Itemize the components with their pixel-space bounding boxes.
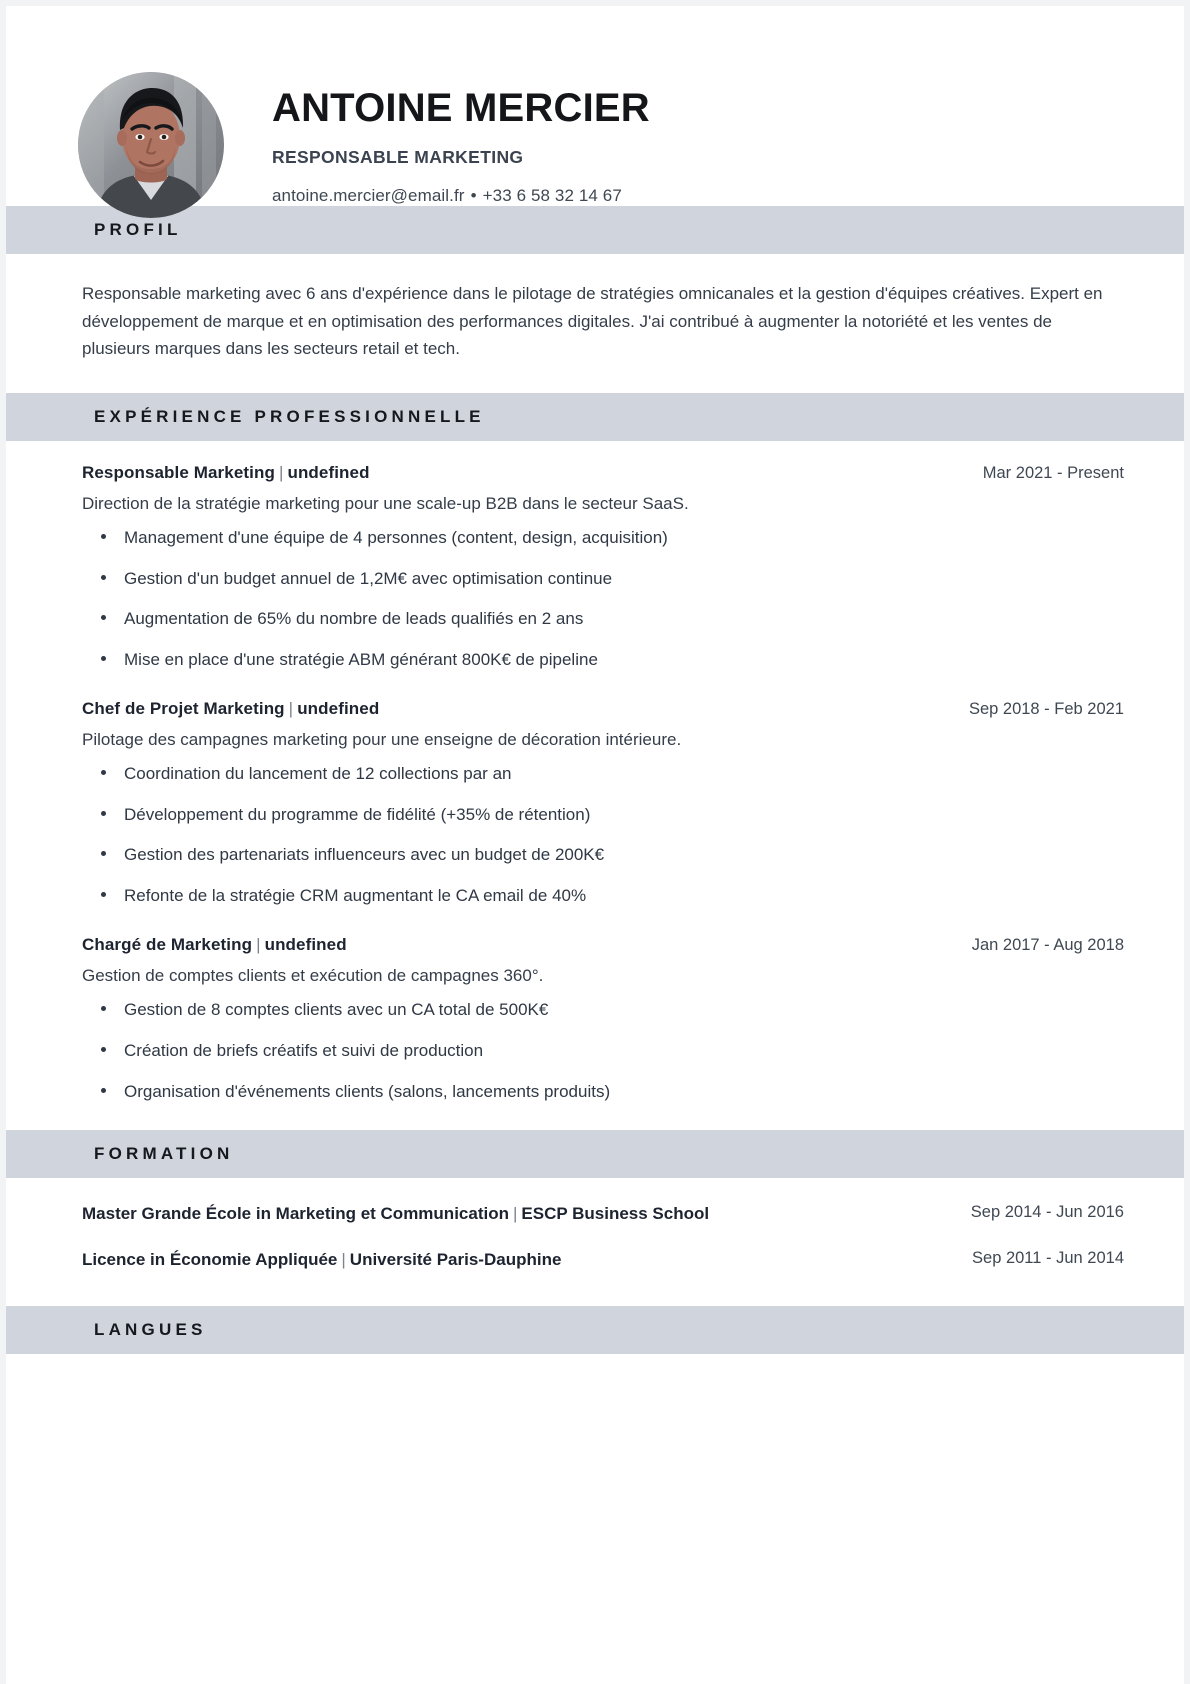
candidate-name: ANTOINE MERCIER — [272, 86, 650, 131]
avatar-photo-icon — [78, 72, 224, 218]
bullet-item — [82, 648, 1124, 673]
experience-title — [82, 463, 983, 483]
experience-description: Gestion de comptes clients et exécution de campagnes 360°. — [82, 965, 544, 985]
bullet-dot-icon — [101, 534, 106, 539]
contact-phone[interactable]: +33 6 58 32 14 67 — [482, 185, 622, 205]
bullet-item — [82, 843, 1124, 868]
bullet-dot-icon — [101, 575, 106, 580]
bullet-dot-icon — [101, 656, 106, 661]
bullet-item — [82, 1080, 1124, 1105]
bullet-item — [82, 1039, 1124, 1064]
experience-entry-head — [82, 699, 1124, 719]
education-title — [82, 1202, 729, 1226]
experience-job-title: Chef de Projet Marketing — [82, 698, 285, 718]
experience-section — [6, 441, 1184, 1131]
title-separator: | — [256, 934, 261, 954]
bullet-dot-icon — [101, 811, 106, 816]
profile-summary-text: Responsable marketing avec 6 ans d'expérience dans le pilotage de stratégies omnicanales et la gestion d'équipes créatives. Expert en développement de marque et en optimisation des performances digitales. J'ai contribué à augmenter la notoriété et les ventes de plusieurs marques dans les secteurs retail et tech. — [82, 284, 1103, 359]
section-header-formation — [6, 1130, 1184, 1178]
education-degree: Master Grande École in Marketing et Communication — [82, 1204, 509, 1224]
avatar — [78, 72, 224, 218]
bullet-text: Création de briefs créatifs et suivi de production — [124, 1040, 484, 1060]
candidate-role: RESPONSABLE MARKETING — [272, 146, 524, 167]
bullet-item — [82, 607, 1124, 632]
bullet-text: Management d'une équipe de 4 personnes (content, design, acquisition) — [124, 528, 668, 548]
bullet-text: Développement du programme de fidélité (+35% de rétention) — [124, 804, 591, 824]
bullet-dot-icon — [101, 615, 106, 620]
bullet-text: Refonte de la stratégie CRM augmentant le CA email de 40% — [124, 886, 587, 906]
experience-title — [82, 699, 969, 719]
education-degree: Licence in Économie Appliquée — [82, 1249, 338, 1269]
experience-title — [82, 935, 972, 955]
section-header-profil — [6, 206, 1184, 254]
bullet-item — [82, 762, 1124, 787]
section-title-profil: PROFIL — [94, 220, 182, 239]
title-separator: | — [288, 698, 294, 718]
experience-date: Jan 2017 - Aug 2018 — [971, 935, 1124, 954]
title-separator: | — [278, 462, 284, 482]
bullet-text: Gestion d'un budget annuel de 1,2M€ avec optimisation continue — [124, 568, 613, 588]
experience-entry — [82, 935, 1124, 1104]
bullet-text: Organisation d'événements clients (salons, lancements produits) — [124, 1081, 611, 1101]
education-date: Sep 2014 - Jun 2016 — [970, 1203, 1124, 1222]
bullet-dot-icon — [101, 770, 106, 775]
header-text-block — [272, 84, 650, 206]
section-header-langues — [6, 1306, 1184, 1354]
experience-bullet-list — [82, 998, 1124, 1104]
formation-section — [6, 1178, 1184, 1306]
experience-bullet-list — [82, 526, 1124, 673]
bullet-item — [82, 526, 1124, 551]
experience-description: Pilotage des campagnes marketing pour une enseigne de décoration intérieure. — [82, 729, 682, 749]
bullet-text: Gestion des partenariats influenceurs avec un budget de 200K€ — [124, 845, 605, 865]
bullet-dot-icon — [101, 1047, 106, 1052]
bullet-text: Coordination du lancement de 12 collections par an — [124, 764, 512, 784]
section-title-experience: EXPÉRIENCE PROFESSIONNELLE — [94, 406, 485, 426]
section-title-langues: LANGUES — [94, 1319, 207, 1339]
bullet-dot-icon — [101, 1088, 106, 1093]
education-date: Sep 2011 - Jun 2014 — [972, 1248, 1124, 1267]
education-entry — [82, 1202, 1124, 1226]
title-separator: | — [341, 1249, 346, 1269]
langues-section — [6, 1354, 1184, 1458]
experience-date: Mar 2021 - Present — [982, 463, 1124, 482]
bullet-item — [82, 884, 1124, 909]
education-entry — [82, 1248, 1124, 1272]
experience-company: undefined — [287, 462, 370, 482]
bullet-item — [82, 998, 1124, 1023]
contact-line — [272, 186, 650, 206]
experience-date: Sep 2018 - Feb 2021 — [968, 699, 1124, 718]
education-school: ESCP Business School — [521, 1204, 710, 1224]
experience-job-title: Chargé de Marketing — [82, 934, 253, 954]
experience-company: undefined — [297, 698, 380, 718]
section-title-formation: FORMATION — [94, 1144, 234, 1164]
experience-bullet-list — [82, 762, 1124, 909]
education-title — [82, 1248, 581, 1272]
experience-job-title: Responsable Marketing — [82, 462, 275, 482]
bullet-item — [82, 803, 1124, 828]
bullet-text: Mise en place d'une stratégie ABM générant 800K€ de pipeline — [124, 650, 598, 670]
profile-section — [6, 254, 1184, 393]
experience-entry — [82, 463, 1124, 673]
resume-header — [6, 6, 1184, 206]
education-school: Université Paris-Dauphine — [349, 1249, 562, 1269]
bullet-dot-icon — [101, 1006, 106, 1011]
experience-description: Direction de la stratégie marketing pour une scale-up B2B dans le secteur SaaS. — [82, 493, 689, 513]
experience-entry — [82, 699, 1124, 909]
title-separator: | — [512, 1204, 518, 1224]
contact-separator: • — [470, 185, 477, 205]
section-header-experience — [6, 393, 1184, 441]
contact-email[interactable]: antoine.mercier@email.fr — [272, 185, 465, 205]
experience-entry-head — [82, 463, 1124, 483]
bullet-dot-icon — [101, 851, 106, 856]
bullet-text: Augmentation de 65% du nombre de leads qualifiés en 2 ans — [124, 609, 584, 629]
experience-entry-head — [82, 935, 1124, 955]
bullet-text: Gestion de 8 comptes clients avec un CA total de 500K€ — [124, 1000, 549, 1020]
bullet-dot-icon — [101, 892, 106, 897]
experience-company: undefined — [264, 934, 347, 954]
bullet-item — [82, 567, 1124, 592]
